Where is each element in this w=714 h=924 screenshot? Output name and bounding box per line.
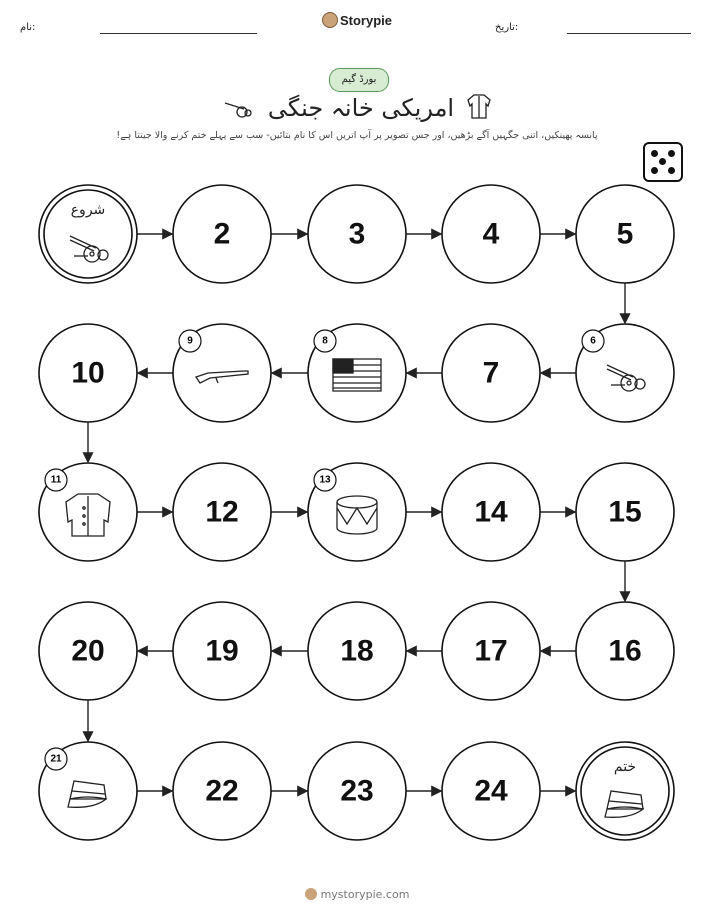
board-space-25 (576, 742, 674, 840)
board-space-10 (39, 324, 137, 422)
end-label: ختم (613, 759, 637, 775)
svg-text:11: 11 (50, 474, 62, 486)
board-space-19 (173, 602, 271, 700)
space-number: 4 (482, 217, 500, 251)
space-badge (582, 330, 604, 352)
board-space-3 (308, 185, 406, 283)
svg-text:13: 13 (319, 474, 331, 486)
board-space-13 (308, 463, 406, 561)
board-space-22 (173, 742, 271, 840)
space-number: 24 (474, 774, 508, 808)
footer-url: mystorypie.com (320, 888, 410, 901)
footer (0, 888, 714, 901)
board-space-12 (173, 463, 271, 561)
space-badge (314, 330, 336, 352)
space-badge (179, 330, 201, 352)
space-number: 18 (340, 634, 374, 668)
brand-name: Storypie (339, 13, 392, 28)
space-badge (45, 469, 67, 491)
space-number: 5 (616, 217, 634, 251)
space-number: 23 (340, 774, 374, 808)
bear-icon (305, 888, 317, 900)
board-space-5 (576, 185, 674, 283)
space-number: 20 (71, 634, 105, 668)
space-number: 12 (205, 495, 239, 529)
space-number: 16 (608, 634, 642, 668)
date-label: تاریخ: (495, 22, 519, 33)
board-space-24 (442, 742, 540, 840)
board-space-23 (308, 742, 406, 840)
svg-text:6: 6 (590, 335, 596, 347)
board-space-15 (576, 463, 674, 561)
space-badge (314, 469, 336, 491)
board-space-4 (442, 185, 540, 283)
board-space-9 (173, 324, 271, 422)
space-number: 2 (213, 217, 231, 251)
space-number: 19 (205, 634, 239, 668)
board-space-20 (39, 602, 137, 700)
space-badge (45, 748, 67, 770)
space-number: 17 (474, 634, 508, 668)
board-space-14 (442, 463, 540, 561)
board-spaces (39, 185, 674, 840)
board-space-16 (576, 602, 674, 700)
svg-text:21: 21 (50, 753, 62, 765)
board-space-17 (442, 602, 540, 700)
board-space-6 (576, 324, 674, 422)
board-space-2 (173, 185, 271, 283)
instructions: پانسہ پھینکیں، اتنی جگہیں آگے بڑھیں، اور جس تصویر پر آپ اتریں اس کا نام بتائیں- سب سے پہلے ختم کرنے والا جیتتا ہے! (116, 130, 598, 141)
space-number: 14 (474, 495, 508, 529)
board-space-11 (39, 463, 137, 561)
board-game-tag: بورڈ گیم (329, 68, 389, 92)
svg-text:9: 9 (187, 335, 193, 347)
title-text: امریکی خانہ جنگی (267, 94, 455, 122)
space-number: 10 (71, 356, 105, 390)
start-label: شروع (70, 202, 106, 218)
board-space-18 (308, 602, 406, 700)
space-number: 15 (608, 495, 642, 529)
space-number: 3 (348, 217, 366, 251)
board-space-8 (308, 324, 406, 422)
board-space-1 (39, 185, 137, 283)
space-number: 7 (482, 356, 500, 390)
name-label: نام: (20, 22, 36, 33)
space-number: 22 (205, 774, 239, 808)
board-space-21 (39, 742, 137, 840)
svg-text:8: 8 (322, 335, 328, 347)
board-space-7 (442, 324, 540, 422)
